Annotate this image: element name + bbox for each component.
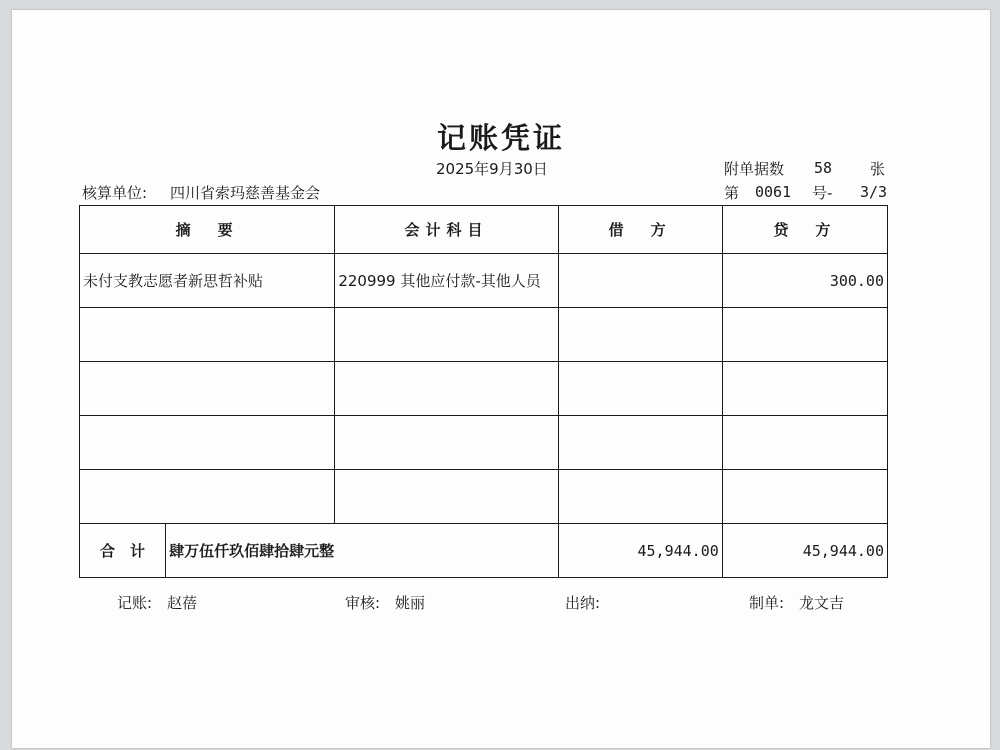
total-amount-words: 肆万伍仟玖佰肆拾肆元整 [166,524,558,578]
preparer-signature: 制单: 龙文吉 [749,594,845,612]
header-credit: 贷 方 [722,206,887,254]
voucher-no-suffix: 号- [812,184,833,202]
total-debit: 45,944.00 [558,524,722,578]
header-summary: 摘 要 [80,206,335,254]
cell-summary [80,470,335,524]
cell-debit [558,308,722,362]
cell-credit [722,308,887,362]
table-row [80,416,888,470]
cell-summary: 未付支教志愿者新思哲补贴 [80,254,335,308]
cell-summary [80,308,335,362]
table-header-row [80,206,888,254]
voucher-title: 记账凭证 [436,121,565,155]
attachments-label: 附单据数 [724,160,785,178]
cashier-signature: 出纳: [565,594,601,612]
table-row [80,362,888,416]
voucher-no-prefix: 第 [724,184,740,202]
cell-debit [558,254,722,308]
cell-credit [722,362,887,416]
header-account: 会计科目 [335,206,558,254]
table-row [80,254,888,308]
attachments-count: 58 [814,159,833,177]
header-debit: 借 方 [558,206,722,254]
total-credit: 45,944.00 [722,524,887,578]
cell-credit [722,416,887,470]
bookkeeper-signature: 记账: 赵蓓 [117,594,198,612]
cell-debit [558,362,722,416]
table-row [80,308,888,362]
voucher-date: 2025年9月30日 [436,160,548,178]
cell-account [335,308,558,362]
cell-account: 220999 其他应付款-其他人员 [335,254,558,308]
cell-account [335,470,558,524]
cell-credit [722,470,887,524]
cell-debit [558,470,722,524]
voucher-table [79,205,888,578]
reviewer-signature: 审核: 姚丽 [345,594,426,612]
cell-debit [558,416,722,470]
voucher-page [12,10,990,748]
table-row [80,470,888,524]
unit-label: 核算单位: [82,184,148,202]
attachments-unit: 张 [870,160,886,178]
cell-summary [80,416,335,470]
cell-account [335,362,558,416]
cell-credit: 300.00 [722,254,887,308]
cell-account [335,416,558,470]
unit-name: 四川省索玛慈善基金会 [170,184,321,202]
total-label: 合 计 [80,524,166,578]
cell-summary [80,362,335,416]
voucher-page: 3/3 [860,183,888,201]
total-row [80,524,888,578]
voucher-no-value: 0061 [755,183,792,201]
